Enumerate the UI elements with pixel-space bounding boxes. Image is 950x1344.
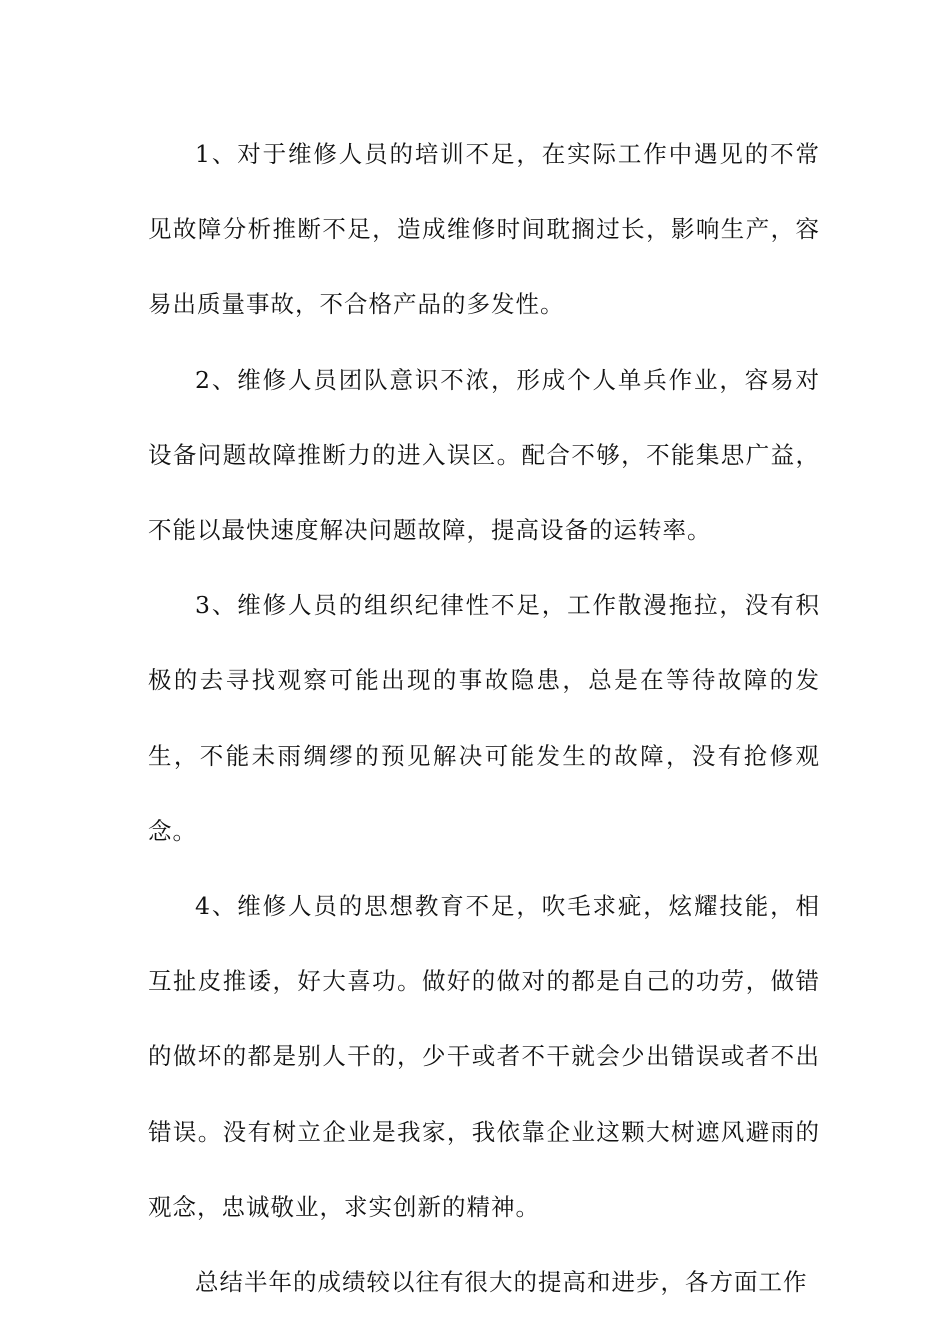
paragraph-4: 4、维修人员的思想教育不足，吹毛求疵，炫耀技能，相互扯皮推诿，好大喜功。做好的做对的都是自己的功劳，做错的做坏的都是别人干的，少干或者不干就会少出错误或者不出错误。没有树立企业是我家，我依靠企业这颗大树遮风避雨的观念，忠诚敬业，求实创新的精神。 (148, 892, 820, 1221)
paragraph-1: 1、对于维修人员的培训不足，在实际工作中遇见的不常见故障分析推断不足，造成维修时间耽搁过长，影响生产，容易出质量事故，不合格产品的多发性。 (148, 140, 820, 319)
document-body (148, 117, 820, 1320)
paragraph-5: 总结半年的成绩较以往有很大的提高和进步，各方面工作 (195, 1268, 808, 1297)
paragraph-2: 2、维修人员团队意识不浓，形成个人单兵作业，容易对设备问题故障推断力的进入误区。配合不够，不能集思广益，不能以最快速度解决问题故障，提高设备的运转率。 (148, 365, 820, 545)
paragraph-3: 3、维修人员的组织纪律性不足，工作散漫拖拉，没有积极的去寻找观察可能出现的事故隐患，总是在等待故障的发生，不能未雨绸缪的预见解决可能发生的故障，没有抢修观念。 (148, 591, 820, 845)
